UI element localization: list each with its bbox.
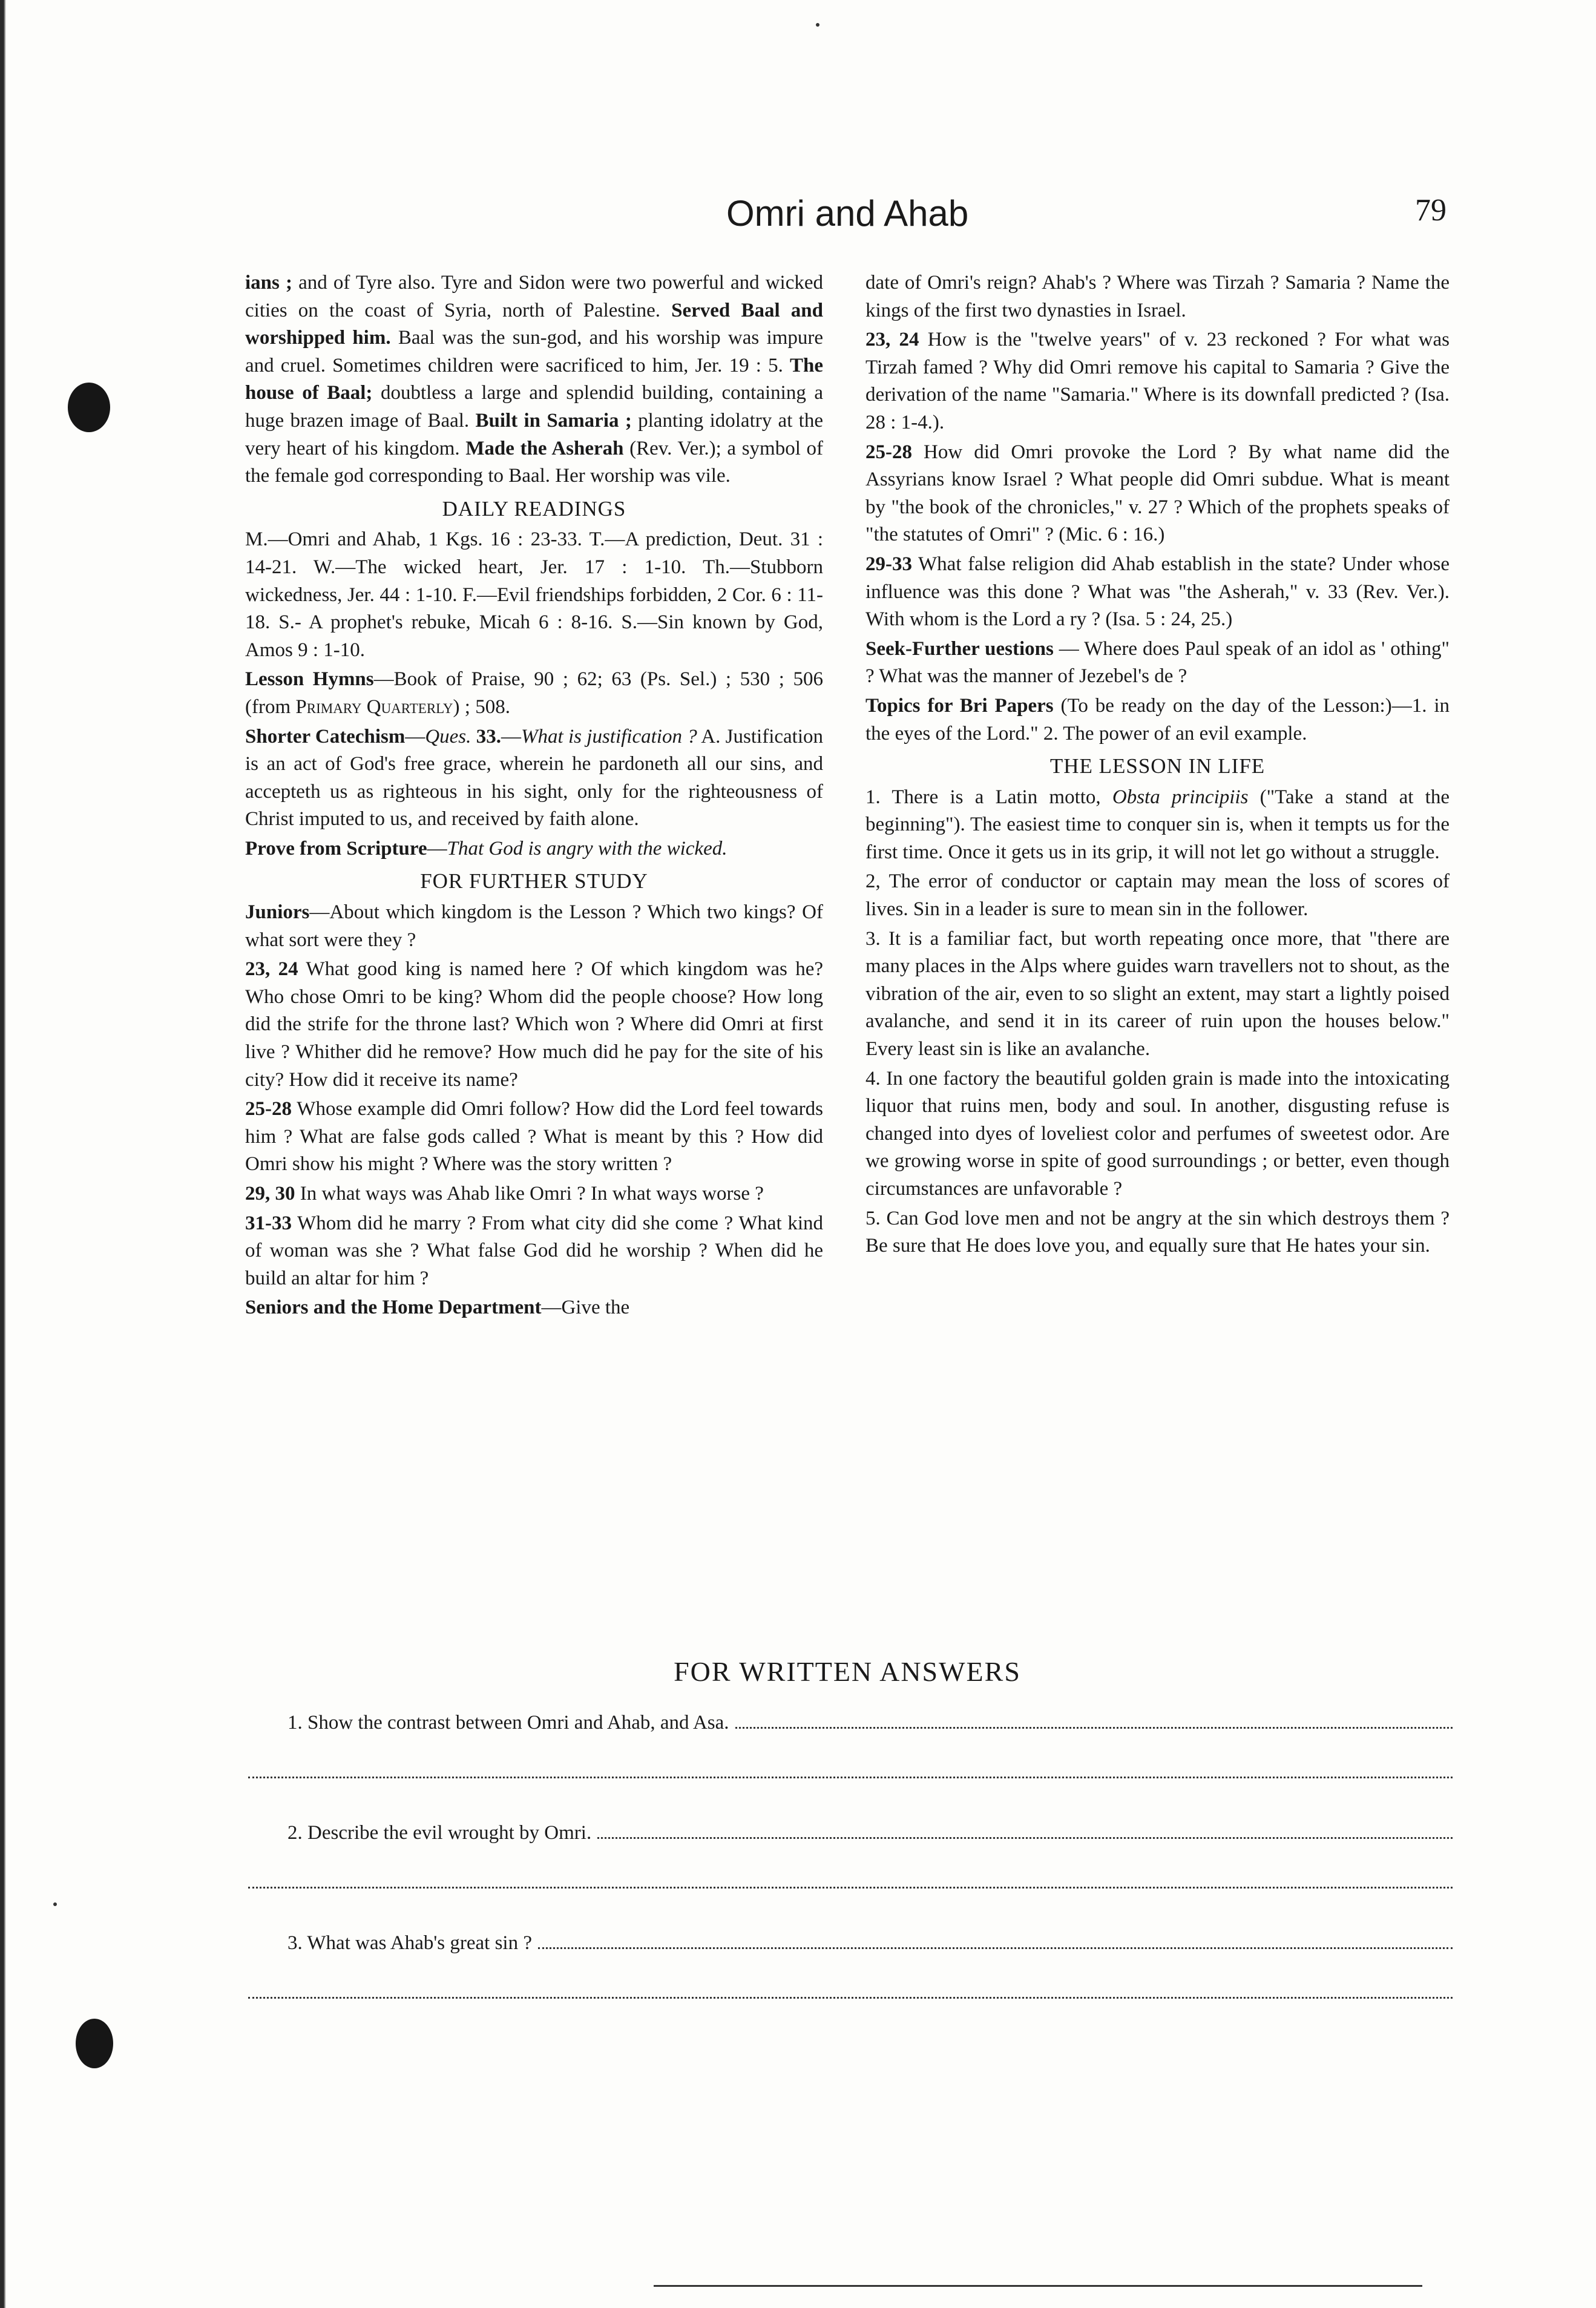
text-run: What false religion did Ahab establish in the state? Under whose influence was this done ? What was "the Asherah," v. 33 (Rev. Ver.). With whom is the Lord a ry ? (Isa. 5 : 24, 25.) bbox=[865, 553, 1450, 631]
seek-further-questions bbox=[865, 636, 1450, 691]
text-run: ("Take a stand at the beginning"). The easiest time to conquer sin is, when it tempts us for the first time. Once it gets us in its grip, it will not let go without a struggle. bbox=[865, 786, 1450, 863]
lesson-in-life-heading: THE LESSON IN LIFE bbox=[1049, 754, 1266, 778]
lesson-point-3 bbox=[865, 926, 1450, 1064]
daily-readings-text: M.—Omri and Ahab, 1 Kgs. 16 : 23-33. T.—A prediction, Deut. 31 : 14-21. W.—The wicked heart, Jer. 17 : 1-10. Th.—Stubborn wickedness, Jer. 44 : 1-10. F.—Evil friendships forbidden, 2 Cor. 6 : 11-18. S.- A prophet's rebuke, Micah 6 : 8-16. S.—Sin known by God, Amos 9 : 1-10. bbox=[245, 528, 823, 661]
text-run: What is justification ? bbox=[521, 725, 697, 748]
text-run: That God is angry with the wicked. bbox=[447, 837, 727, 860]
written-question-3 bbox=[287, 1932, 1453, 1955]
written-question-3-text: 3. What was Ahab's great sin ? bbox=[287, 1932, 532, 1954]
answer-line[interactable] bbox=[735, 1715, 1453, 1729]
text-run: and of Tyre also. Tyre and Sidon were two powerful and wicked cities on the coast of Syria, north of Palestine. bbox=[245, 272, 823, 321]
text-run: — bbox=[405, 725, 425, 748]
text-run: 4. In one factory the beautiful golden grain is made into the intoxicating liquor that ruins men, body and soul. In another, disgusting refuse is changed into dyes of loveliest color and perfumes of sweetest odor. Are we growing worse in spite of good surroundings ; or better, even though circumstances are unfavorable ? bbox=[865, 1067, 1450, 1200]
text-run: Obsta principiis bbox=[1112, 786, 1249, 808]
questions-23-24 bbox=[245, 956, 823, 1094]
answer-line[interactable] bbox=[248, 1886, 1453, 1889]
text-run: Lesson Hymns bbox=[245, 668, 374, 691]
senior-questions-25-28 bbox=[865, 439, 1450, 549]
topics-for-brief-papers bbox=[865, 692, 1450, 748]
text-run: 2, The error of conductor or captain may mean the loss of scores of lives. Sin in a leader is sure to mean sin in the follower. bbox=[865, 870, 1450, 921]
answer-line[interactable] bbox=[248, 1996, 1453, 1999]
written-question-2 bbox=[287, 1822, 1453, 1844]
written-question-2-text: 2. Describe the evil wrought by Omri. bbox=[287, 1822, 592, 1844]
text-run: date of Omri's reign? Ahab's ? Where was Tirzah ? Samaria ? Name the kings of the first two dynasties in Israel. bbox=[865, 272, 1450, 321]
text-run bbox=[471, 726, 476, 748]
daily-readings-heading: DAILY READINGS bbox=[442, 496, 626, 521]
page-title: Omri and Ahab bbox=[726, 193, 969, 234]
text-run: 29, 30 bbox=[245, 1183, 295, 1205]
text-run: (To be ready on the day of the Lesson:)—1. in the eyes of the Lord." 2. The power of an evil example. bbox=[865, 694, 1450, 745]
lesson-point-2 bbox=[865, 868, 1450, 923]
intro-paragraph bbox=[245, 269, 823, 490]
text-run: — Where does Paul speak of an idol as ' othing" ? What was the manner of Jezebel's de ? bbox=[865, 637, 1450, 688]
text-run: In what ways was Ahab like Omri ? In what ways worse ? bbox=[295, 1183, 764, 1205]
text-run: —Book of Praise, 90 ; 62; 63 (Ps. Sel.) ; 530 ; 506 (from bbox=[245, 668, 823, 718]
text-run: 25-28 bbox=[865, 441, 912, 463]
text-run: Baal was the sun-god, and his worship was impure and cruel. Sometimes children were sacrificed to him, Jer. 19 : 5. bbox=[245, 327, 824, 376]
text-run: —Give the bbox=[541, 1297, 630, 1319]
text-run: ians ; bbox=[245, 272, 292, 294]
text-run: (Rev. Ver.); a symbol of the female god corresponding to Baal. Her worship was vile. bbox=[245, 437, 823, 487]
text-run: What good king is named here ? Of which kingdom was he? Who chose Omri to be king? Whom did the people choose? How long did the strife for the throne last? Which won ? Where did Omri at first live ? Whither did he remove? How much did he pay for the site of his city? How did it receive its name? bbox=[245, 958, 824, 1091]
answer-line[interactable] bbox=[597, 1825, 1453, 1839]
text-run: Juniors bbox=[245, 901, 310, 924]
questions-29-30 bbox=[245, 1180, 823, 1208]
lesson-point-4 bbox=[865, 1065, 1450, 1203]
right-column bbox=[865, 269, 1450, 1262]
text-run: 23, 24 bbox=[245, 958, 298, 981]
shorter-catechism bbox=[245, 723, 823, 833]
text-run: Served Baal and worshipped him. bbox=[245, 299, 823, 349]
text-run: The house of Baal; bbox=[245, 354, 823, 404]
binding-edge bbox=[0, 0, 24, 2308]
questions-31-33 bbox=[245, 1210, 823, 1293]
footer-rule bbox=[654, 2285, 1422, 2287]
text-run: Topics for Bri Papers bbox=[865, 694, 1054, 717]
text-run: Whose example did Omri follow? How did the Lord feel towards him ? What are false gods called ? What is meant by this ? How did Omri show his might ? Where was the story written ? bbox=[245, 1098, 823, 1175]
ink-speck bbox=[53, 1902, 57, 1906]
text-run: A. Justification is an act of God's free grace, wherein he pardoneth all our sins, and accepteth us as righteous in his sight, only for the righteousness of Christ imputed to us, and received by faith alone. bbox=[245, 725, 823, 830]
text-run: Prove from Scripture bbox=[245, 837, 427, 860]
senior-questions-23-24 bbox=[865, 326, 1450, 436]
text-run: How is the "twelve years" of v. 23 reckoned ? For what was Tirzah famed ? Why did Omri remove his capital to Samaria ? Give the derivation of the name "Samaria." Where is its downfall predicted ? (Isa. 28 : 1-4.). bbox=[865, 329, 1450, 433]
text-run: —About which kingdom is the Lesson ? Which two kings? Of what sort were they ? bbox=[245, 901, 823, 951]
text-run: 25-28 bbox=[245, 1098, 292, 1120]
juniors-questions bbox=[245, 899, 823, 954]
text-run: ) ; 508. bbox=[453, 695, 510, 718]
ink-speck bbox=[816, 23, 819, 27]
written-answers-heading: FOR WRITTEN ANSWERS bbox=[674, 1656, 1021, 1687]
seniors-questions-start bbox=[245, 1294, 823, 1322]
text-run: Whom did he marry ? From what city did she come ? What kind of woman was she ? What false God did he worship ? When did he build an altar for him ? bbox=[245, 1212, 823, 1289]
questions-25-28 bbox=[245, 1096, 823, 1179]
text-run: 29-33 bbox=[865, 553, 912, 575]
left-column bbox=[245, 269, 823, 1324]
text-run: Made the Asherah bbox=[465, 437, 624, 459]
text-run: doubtless a large and splendid building, containing a huge brazen image of Baal. bbox=[245, 382, 823, 432]
text-run: — bbox=[427, 837, 447, 860]
lesson-point-1 bbox=[865, 784, 1450, 867]
further-study-heading: FOR FURTHER STUDY bbox=[420, 869, 648, 893]
text-run: 23, 24 bbox=[865, 329, 919, 351]
text-run: Shorter Catechism bbox=[245, 725, 406, 748]
punch-hole-top bbox=[68, 383, 110, 432]
lesson-point-5 bbox=[865, 1205, 1450, 1260]
text-run: Ques. bbox=[425, 725, 471, 748]
text-run: 31-33 bbox=[245, 1212, 292, 1234]
text-run: How did Omri provoke the Lord ? By what name did the Assyrians know Israel ? What people did Omri subdue. What is meant by "the book of the chronicles," v. 27 ? Which of the prophets speaks of "the statutes of Omri" ? (Mic. 6 : 16.) bbox=[865, 441, 1450, 546]
answer-line[interactable] bbox=[248, 1775, 1453, 1778]
text-run: 33. bbox=[476, 725, 501, 748]
text-run: 5. Can God love men and not be angry at the sin which destroys them ? Be sure that He does love you, and equally sure that He hates your sin. bbox=[865, 1207, 1450, 1257]
written-question-1-text: 1. Show the contrast between Omri and Ahab, and Asa. bbox=[287, 1712, 729, 1734]
text-run: planting idolatry at the very heart of his kingdom. bbox=[245, 409, 823, 459]
text-run: — bbox=[501, 725, 521, 748]
text-run: Built in Samaria ; bbox=[475, 409, 632, 432]
text-run: Seniors and the Home Department bbox=[245, 1297, 542, 1319]
written-question-1 bbox=[287, 1712, 1453, 1734]
text-run: Primary Quarterly bbox=[295, 695, 453, 718]
page-number: 79 bbox=[1415, 193, 1447, 228]
text-run: Seek-Further uestions bbox=[865, 637, 1054, 660]
answer-line[interactable] bbox=[538, 1935, 1453, 1949]
seniors-continued bbox=[865, 269, 1450, 324]
senior-questions-29-33 bbox=[865, 551, 1450, 634]
lesson-hymns bbox=[245, 666, 823, 721]
prove-from-scripture bbox=[245, 835, 823, 863]
text-run: 1. There is a Latin motto, bbox=[865, 786, 1112, 808]
punch-hole-bottom bbox=[76, 2019, 113, 2068]
text-run: 3. It is a familiar fact, but worth repeating once more, that "there are many places in the Alps where guides warn travellers not to shout, as the vibration of the air, even to so slight an extent, may start a lightly poised avalanche, and send it in its career of ruin upon the houses below." Every least sin is like an avalanche. bbox=[865, 927, 1450, 1060]
page-header bbox=[242, 192, 1447, 247]
written-answers-section bbox=[242, 1655, 1453, 2042]
